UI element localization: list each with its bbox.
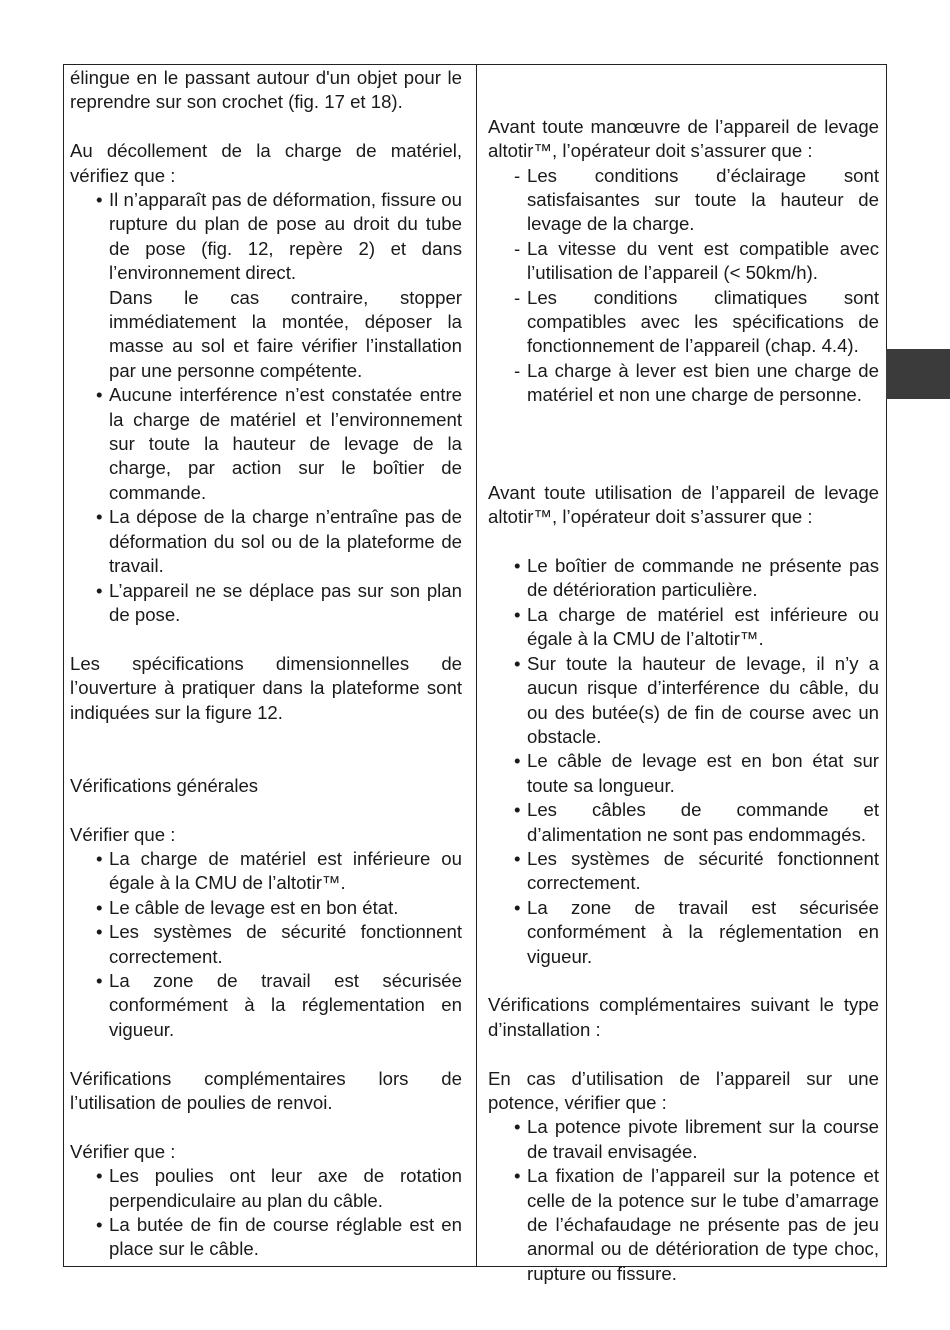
- list-item: • L’appareil ne se déplace pas sur son plan de pose.: [96, 579, 462, 625]
- list-item: - Les conditions d’éclairage sont satisfaisantes sur toute la hauteur de levage de la charge.: [514, 164, 879, 235]
- paragraph: Vérifications complémentaires lors de l’utilisation de poulies de renvoi.: [70, 1067, 462, 1113]
- list-item: • La butée de fin de course réglable est en place sur le câble.: [96, 1214, 462, 1260]
- list-item: • Le boîtier de commande ne présente pas de détérioration particulière.: [514, 555, 879, 601]
- paragraph: Vérifications complémentaires suivant le type d’installation :: [488, 994, 879, 1040]
- list-item: • Les poulies ont leur axe de rotation perpendiculaire au plan du câble.: [96, 1165, 462, 1211]
- paragraph: Les spécifications dimensionnelles de l’ouverture à pratiquer dans la plateforme sont indiquées sur la figure 12.: [70, 652, 462, 723]
- list-item-continuation: Dans le cas contraire, stopper immédiatement la montée, déposer la masse au sol et faire vérifier l’installation par une personne compétente.: [109, 286, 462, 381]
- column-divider: [476, 64, 477, 1267]
- bullet-list: [70, 188, 462, 286]
- list-item: • Le câble de levage est en bon état.: [96, 896, 399, 918]
- list-item: • La zone de travail est sécurisée conformément à la réglementation en vigueur.: [514, 896, 879, 967]
- list-item: • Les systèmes de sécurité fonctionnent correctement.: [514, 847, 879, 894]
- right-column: [488, 66, 879, 1286]
- dash-list: [488, 164, 879, 408]
- list-item: - Les conditions climatiques sont compatibles avec les spécifications de fonctionnement de l’appareil (chap. 4.4).: [514, 286, 879, 357]
- list-item: • Il n’apparaît pas de déformation, fissure ou rupture du plan de pose au droit du tube de pose (fig. 12, repère 2) et dans l’environnement direct.: [96, 189, 462, 284]
- list-item: • La zone de travail est sécurisée conformément à la réglementation en vigueur.: [96, 969, 462, 1040]
- list-item: • Sur toute la hauteur de levage, il n’y a aucun risque d’interférence du câble, du ou des butée(s) de fin de course avec un obstacle.: [514, 652, 879, 747]
- section-heading: Vérifications générales: [70, 774, 259, 796]
- list-item: • La charge de matériel est inférieure ou égale à la CMU de l’altotir™.: [96, 847, 462, 894]
- section-tab-marker: [886, 349, 950, 399]
- list-item: • Les systèmes de sécurité fonctionnent correctement.: [96, 921, 462, 967]
- bullet-list: [70, 847, 462, 1042]
- bullet-list: [70, 1164, 462, 1262]
- paragraph: Avant toute utilisation de l’appareil de levage altotir™, l’opérateur doit s’assurer que :: [488, 481, 879, 528]
- paragraph: En cas d’utilisation de l’appareil sur une potence, vérifier que :: [488, 1067, 879, 1113]
- left-column: [70, 66, 462, 1262]
- list-item: • Les câbles de commande et d’alimentation ne sont pas endommagés.: [514, 799, 879, 845]
- list-item: • La dépose de la charge n’entraîne pas de déformation du sol ou de la plateforme de travail.: [96, 506, 462, 577]
- paragraph: élingue en le passant autour d'un objet pour le reprendre sur son crochet (fig. 17 et 18).: [70, 67, 462, 113]
- bullet-list: [488, 1115, 879, 1286]
- paragraph: Au décollement de la charge de matériel, vérifiez que :: [70, 140, 462, 186]
- list-item: - La vitesse du vent est compatible avec l’utilisation de l’appareil (< 50km/h).: [514, 237, 879, 284]
- paragraph: Avant toute manœuvre de l’appareil de levage altotir™, l’opérateur doit s’assurer que :: [488, 115, 879, 162]
- list-item: • La potence pivote librement sur la course de travail envisagée.: [514, 1116, 879, 1162]
- bullet-list: [70, 383, 462, 627]
- list-item: - La charge à lever est bien une charge de matériel et non une charge de personne.: [514, 359, 879, 406]
- list-item: • La charge de matériel est inférieure ou égale à la CMU de l’altotir™.: [514, 603, 879, 650]
- paragraph: Vérifier que :: [70, 1140, 176, 1162]
- list-item: • Le câble de levage est en bon état sur toute sa longueur.: [514, 750, 879, 796]
- list-item: • La fixation de l’appareil sur la potence et celle de la potence sur le tube d’amarrage de l’échafaudage ne présente pas de jeu anormal ou de détérioration de type choc, rupture ou fissure.: [514, 1165, 879, 1284]
- paragraph: Vérifier que :: [70, 823, 176, 845]
- bullet-list: [488, 554, 879, 969]
- list-item: • Aucune interférence n’est constatée entre la charge de matériel et l’environnement sur toute la hauteur de levage de la charge, par action sur le boîtier de commande.: [96, 384, 462, 503]
